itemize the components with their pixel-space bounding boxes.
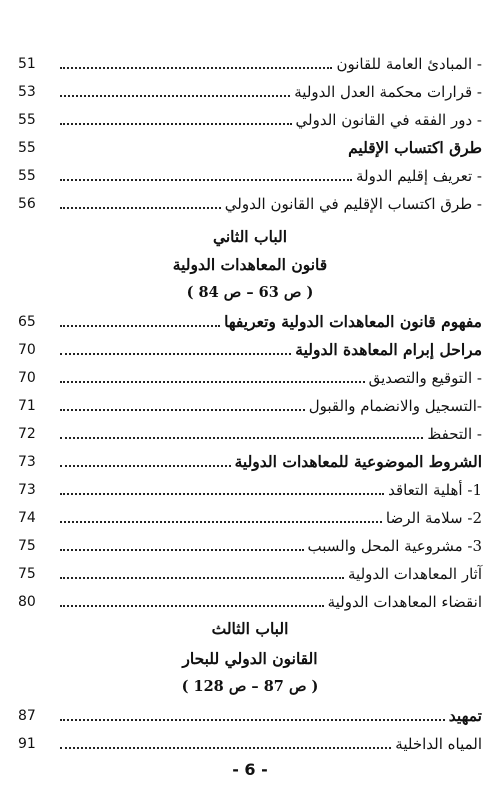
toc-entry (18, 78, 482, 102)
entry-title: - تعريف إقليم الدولة (355, 167, 482, 185)
toc-entry (18, 134, 482, 158)
leader-dots (60, 123, 292, 125)
entry-title: - طرق اكتساب الإقليم في القانون الدولي (224, 195, 482, 213)
section-page-range: ( ص 87 – ص 128 ) (181, 678, 319, 695)
entry-title: انقضاء المعاهدات الدولية (327, 593, 482, 611)
toc-entry (18, 392, 482, 416)
entry-page: 73 (18, 454, 36, 470)
toc-entry (18, 162, 482, 186)
toc-entry (18, 588, 482, 612)
entry-title: - التوقيع والتصديق (368, 369, 482, 387)
leader-dots (60, 465, 231, 467)
entry-page: 70 (18, 370, 36, 386)
entry-title: طرق اكتساب الإقليم (348, 138, 482, 157)
entry-title: المياه الداخلية (395, 735, 482, 753)
entry-title: مراحل إبرام المعاهدة الدولية (295, 340, 482, 359)
entry-title: تمهيد (448, 706, 482, 725)
entry-title: - دور الفقه في القانون الدولي (295, 111, 482, 129)
entry-title: 2- سلامة الرضا (385, 509, 482, 527)
section-heading: الباب الثاني (212, 227, 288, 246)
leader-dots (60, 719, 445, 721)
leader-dots (60, 409, 305, 411)
entry-page: 55 (18, 168, 36, 184)
toc-entry (18, 532, 482, 556)
entry-page: 53 (18, 84, 36, 100)
entry-page: 71 (18, 398, 36, 414)
entry-title: -التسجيل والانضمام والقبول (308, 397, 482, 415)
leader-dots (60, 577, 344, 579)
entry-page: 74 (18, 510, 36, 526)
toc-entry (18, 448, 482, 472)
leader-dots (60, 67, 332, 69)
page-number: - 6 - (232, 760, 268, 779)
leader-dots (60, 437, 423, 439)
section-heading: الباب الثالث (211, 619, 289, 638)
entry-page: 65 (18, 314, 36, 330)
leader-dots (60, 353, 291, 355)
leader-dots (60, 325, 220, 327)
entry-title: - قرارات محكمة العدل الدولية (294, 83, 482, 101)
toc-entry (18, 702, 482, 726)
leader-dots (60, 521, 382, 523)
entry-title: - المبادئ العامة للقانون (336, 55, 482, 73)
leader-dots (60, 179, 352, 181)
leader-dots (60, 381, 365, 383)
toc-entry (18, 308, 482, 332)
leader-dots (60, 605, 324, 607)
entry-page: 55 (18, 112, 36, 128)
toc-entry (18, 50, 482, 74)
entry-title: الشروط الموضوعية للمعاهدات الدولية (234, 452, 482, 471)
leader-dots (60, 747, 391, 749)
toc-entry (18, 336, 482, 360)
toc-entry (18, 504, 482, 528)
entry-page: 55 (18, 140, 36, 156)
toc-entry (18, 476, 482, 500)
entry-title: مفهوم قانون المعاهدات الدولية وتعريفها (224, 312, 482, 331)
entry-page: 73 (18, 482, 36, 498)
entry-page: 70 (18, 342, 36, 358)
section-subtitle: القانون الدولي للبحار (182, 649, 318, 668)
entry-page: 72 (18, 426, 36, 442)
entry-title: 1- أهلية التعاقد (388, 481, 482, 499)
toc-entry (18, 106, 482, 130)
entry-page: 51 (18, 56, 36, 72)
entry-page: 75 (18, 538, 36, 554)
leader-dots (60, 95, 290, 97)
entry-page: 75 (18, 566, 36, 582)
entry-page: 56 (18, 196, 36, 212)
entry-page: 91 (18, 736, 36, 752)
leader-dots (60, 549, 304, 551)
entry-title: - التحفظ (427, 425, 482, 443)
section-page-range: ( ص 63 – ص 84 ) (186, 284, 314, 301)
entry-page: 87 (18, 708, 36, 724)
toc-entry (18, 730, 482, 754)
entry-page: 80 (18, 594, 36, 610)
leader-dots (60, 493, 384, 495)
toc-entry (18, 190, 482, 214)
toc-entry (18, 420, 482, 444)
toc-entry (18, 364, 482, 388)
toc-entry (18, 560, 482, 584)
entry-title: آثار المعاهدات الدولية (348, 565, 482, 583)
entry-title: 3- مشروعية المحل والسبب (307, 537, 482, 555)
leader-dots (60, 207, 221, 209)
section-subtitle: قانون المعاهدات الدولية (172, 255, 328, 274)
